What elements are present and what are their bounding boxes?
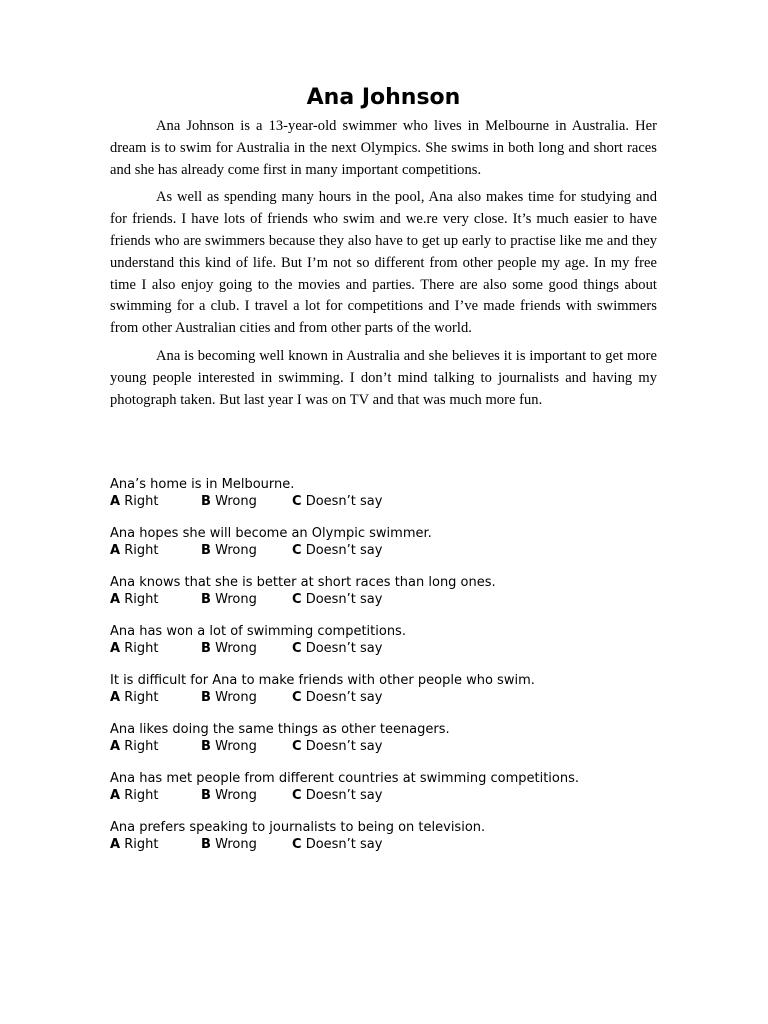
option-b xyxy=(201,836,292,853)
question-text: Ana likes doing the same things as other teenagers. xyxy=(110,722,450,737)
option-c xyxy=(292,640,382,657)
option-label: Doesn’t say xyxy=(305,494,383,509)
option-a xyxy=(110,738,201,755)
option-label: Doesn’t say xyxy=(305,739,383,754)
option-b xyxy=(201,640,292,657)
question-item xyxy=(110,476,670,510)
option-label: Doesn’t say xyxy=(305,788,383,803)
question-text: Ana has met people from different countries at swimming competitions. xyxy=(110,771,580,786)
option-letter: A xyxy=(110,690,121,705)
option-label: Right xyxy=(124,592,159,607)
answer-options xyxy=(110,591,670,608)
option-b xyxy=(201,787,292,804)
option-letter: C xyxy=(292,592,302,607)
option-letter: A xyxy=(110,592,121,607)
option-label: Right xyxy=(124,788,159,803)
option-letter: A xyxy=(110,543,121,558)
option-label: Wrong xyxy=(215,494,257,509)
option-letter: C xyxy=(292,788,302,803)
option-label: Wrong xyxy=(215,690,257,705)
question-item xyxy=(110,721,670,755)
passage-paragraph-3: Ana is becoming well known in Australia and she believes it is important to get more young people interested in swimming. I don’t mind talking to journalists and having my photograph taken. But last year I was on TV and that was much more fun. xyxy=(110,347,657,408)
option-letter: A xyxy=(110,788,121,803)
option-c xyxy=(292,591,382,608)
option-label: Wrong xyxy=(215,641,257,656)
option-letter: B xyxy=(201,788,211,803)
answer-options xyxy=(110,738,670,755)
option-letter: B xyxy=(201,641,211,656)
option-c xyxy=(292,836,382,853)
question-text: Ana hopes she will become an Olympic swimmer. xyxy=(110,526,432,541)
option-letter: B xyxy=(201,592,211,607)
option-label: Right xyxy=(124,543,159,558)
option-letter: B xyxy=(201,690,211,705)
option-label: Wrong xyxy=(215,837,257,852)
option-c xyxy=(292,689,382,706)
option-c xyxy=(292,493,382,510)
option-label: Doesn’t say xyxy=(305,837,383,852)
answer-options xyxy=(110,640,670,657)
option-label: Right xyxy=(124,641,159,656)
option-letter: B xyxy=(201,494,211,509)
document-title: Ana Johnson xyxy=(306,85,461,110)
question-item xyxy=(110,672,670,706)
option-label: Doesn’t say xyxy=(305,543,383,558)
option-letter: C xyxy=(292,641,302,656)
option-c xyxy=(292,787,382,804)
question-item xyxy=(110,574,670,608)
document-page xyxy=(110,84,657,417)
option-a xyxy=(110,542,201,559)
question-item xyxy=(110,819,670,853)
option-letter: C xyxy=(292,739,302,754)
option-label: Right xyxy=(124,837,159,852)
question-text: Ana has won a lot of swimming competitions. xyxy=(110,624,406,639)
option-letter: A xyxy=(110,494,121,509)
option-letter: B xyxy=(201,543,211,558)
option-a xyxy=(110,640,201,657)
option-a xyxy=(110,591,201,608)
option-label: Doesn’t say xyxy=(305,641,383,656)
option-label: Right xyxy=(124,739,159,754)
option-letter: A xyxy=(110,739,121,754)
option-label: Wrong xyxy=(215,543,257,558)
passage-paragraph-1: Ana Johnson is a 13-year-old swimmer who lives in Melbourne in Australia. Her dream is to swim for Australia in the next Olympics. She swims in both long and short races and she has already come first in many important competitions. xyxy=(110,118,657,178)
answer-options xyxy=(110,836,670,853)
option-a xyxy=(110,689,201,706)
option-label: Wrong xyxy=(215,739,257,754)
option-a xyxy=(110,787,201,804)
question-item xyxy=(110,770,670,804)
option-letter: C xyxy=(292,494,302,509)
option-label: Doesn’t say xyxy=(305,592,383,607)
option-label: Wrong xyxy=(215,788,257,803)
question-text: Ana prefers speaking to journalists to being on television. xyxy=(110,820,486,835)
option-b xyxy=(201,738,292,755)
option-c xyxy=(292,738,382,755)
option-b xyxy=(201,689,292,706)
option-a xyxy=(110,493,201,510)
option-label: Doesn’t say xyxy=(305,690,383,705)
question-text: It is difficult for Ana to make friends with other people who swim. xyxy=(110,673,535,688)
question-text: Ana’s home is in Melbourne. xyxy=(110,477,295,492)
option-letter: B xyxy=(201,837,211,852)
option-letter: B xyxy=(201,739,211,754)
question-item xyxy=(110,525,670,559)
option-letter: A xyxy=(110,641,121,656)
option-letter: C xyxy=(292,837,302,852)
question-item xyxy=(110,623,670,657)
option-label: Wrong xyxy=(215,592,257,607)
answer-options xyxy=(110,787,670,804)
answer-options xyxy=(110,542,670,559)
option-b xyxy=(201,493,292,510)
option-letter: C xyxy=(292,690,302,705)
option-a xyxy=(110,836,201,853)
answer-options xyxy=(110,689,670,706)
reading-passage xyxy=(110,116,657,411)
passage-paragraph-2: As well as spending many hours in the pool, Ana also makes time for studying and for friends. I have lots of friends who swim and we.re very close. It’s much easier to have friends who are swimmers because they also have to get up early to practise like me and they understand this kind of life. But I’m not so different from other people my age. In my free time I also enjoy going to the movies and parties. There are also some good things about swimming for a club. I travel a lot for competitions and I’ve made friends with swimmers from other Australian cities and from other parts of the world. xyxy=(110,189,657,337)
option-b xyxy=(201,542,292,559)
option-label: Right xyxy=(124,494,159,509)
option-letter: C xyxy=(292,543,302,558)
option-b xyxy=(201,591,292,608)
question-text: Ana knows that she is better at short races than long ones. xyxy=(110,575,496,590)
answer-options xyxy=(110,493,670,510)
option-label: Right xyxy=(124,690,159,705)
question-list xyxy=(110,476,670,868)
option-c xyxy=(292,542,382,559)
option-letter: A xyxy=(110,837,121,852)
